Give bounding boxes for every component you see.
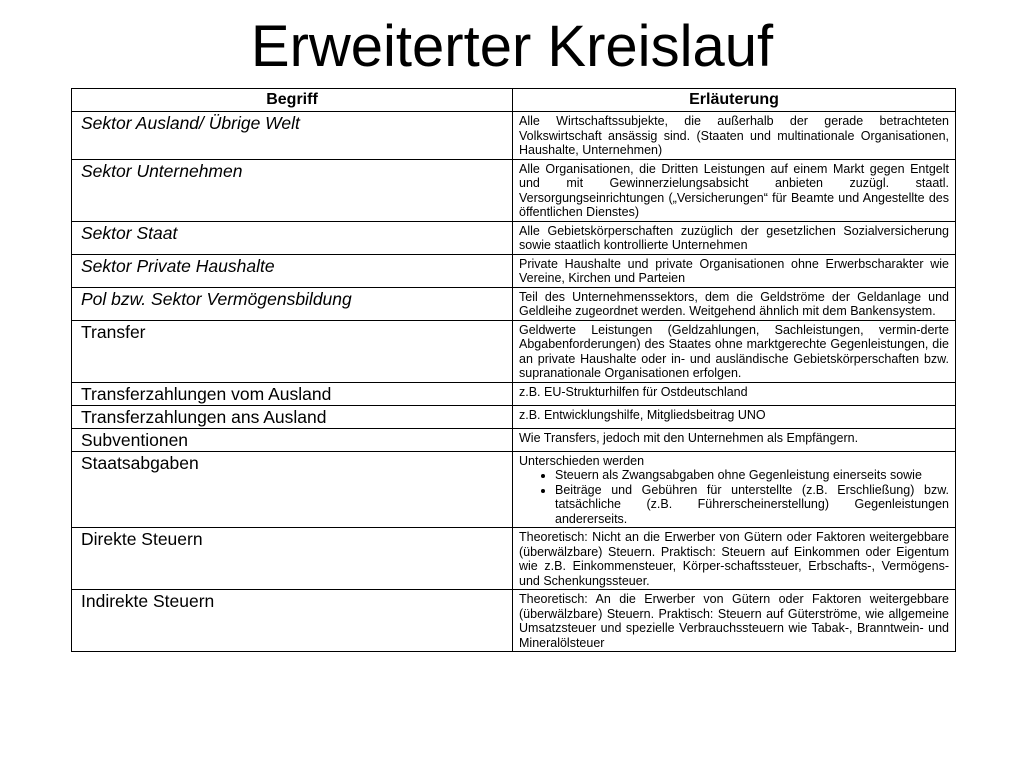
column-header-begriff: Begriff: [72, 89, 513, 112]
description-intro: Unterschieden werden: [519, 453, 645, 468]
table-row: [72, 382, 956, 405]
bullet-item: • Beiträge und Gebühren für unterstellte (z.B. Erschließung) bzw. tatsächliche (z.B. Führerscheinerstellung) Gegenleistungen andererseits.: [555, 483, 949, 527]
table-row: [72, 254, 956, 287]
table-row: [72, 159, 956, 221]
bullet-list: [519, 468, 949, 526]
table-row: [72, 221, 956, 254]
description-cell: z.B. EU-Strukturhilfen für Ostdeutschland: [513, 382, 956, 405]
term-cell: Subventionen: [72, 428, 513, 451]
description-cell: Geldwerte Leistungen (Geldzahlungen, Sachleistungen, vermin-derte Abgabenforderungen) des Staates ohne marktgerechte Gegenleistungen, die an private Haushalte oder in- und ausländische Gebietskörperschaften bzw. supranationale Organisationen erfolgen.: [513, 320, 956, 382]
description-cell: Wie Transfers, jedoch mit den Unternehmen als Empfängern.: [513, 428, 956, 451]
description-cell: Alle Wirtschaftssubjekte, die außerhalb der gerade betrachteten Volkswirtschaft ansässig sind. (Staaten und multinationale Organisationen, Haushalte, Unternehmen): [513, 112, 956, 160]
bullet-item: • Steuern als Zwangsabgaben ohne Gegenleistung einerseits sowie: [555, 468, 949, 483]
description-cell: Theoretisch: Nicht an die Erwerber von Gütern oder Faktoren weitergebbare (überwälzbare) Steuern. Praktisch: Steuern auf Einkommen oder Eigentum wie z.B. Einkommensteuer, Körper-schaftssteuer, Erbschafts-, Vermögens- und Schenkungssteuer.: [513, 528, 956, 590]
description-cell: z.B. Entwicklungshilfe, Mitgliedsbeitrag UNO: [513, 405, 956, 428]
description-cell: Alle Organisationen, die Dritten Leistungen auf einem Markt gegen Entgelt und mit Gewinnerzielungsabsicht anbieten zuzügl. staatl. Versorgungseinrichtungen („Versicherungen“ für Beamte und Angestellte des öffentlichen Dienstes): [513, 159, 956, 221]
description-cell: [513, 451, 956, 528]
description-cell: Private Haushalte und private Organisationen ohne Erwerbscharakter wie Vereine, Kirchen und Parteien: [513, 254, 956, 287]
description-cell: Teil des Unternehmenssektors, dem die Geldströme der Geldanlage und Geldleihe zugeordnet werden. Weitgehend ähnlich mit dem Bankensystem.: [513, 287, 956, 320]
term-cell: Sektor Unternehmen: [72, 159, 513, 221]
glossary-table: [71, 88, 956, 652]
table-row: [72, 112, 956, 160]
table-row: [72, 590, 956, 652]
column-header-erlaeuterung: Erläuterung: [513, 89, 956, 112]
term-cell: Sektor Staat: [72, 221, 513, 254]
term-cell: Direkte Steuern: [72, 528, 513, 590]
table-row: [72, 428, 956, 451]
table-row: [72, 405, 956, 428]
term-cell: Staatsabgaben: [72, 451, 513, 528]
table-row: [72, 320, 956, 382]
page-title: Erweiterter Kreislauf: [250, 14, 774, 79]
term-cell: Pol bzw. Sektor Vermögensbildung: [72, 287, 513, 320]
table-row: [72, 451, 956, 528]
table-row: [72, 287, 956, 320]
term-cell: Transferzahlungen vom Ausland: [72, 382, 513, 405]
table-header-row: [72, 89, 956, 112]
description-cell: Theoretisch: An die Erwerber von Gütern oder Faktoren weitergebbare (überwälzbare) Steuern. Praktisch: Steuern auf Güterströme, wie allgemeine Umsatzsteuer und spezielle Verbrauchssteuern wie Tabak-, Branntwein- und Mineralölsteuer: [513, 590, 956, 652]
term-cell: Transfer: [72, 320, 513, 382]
table-row: [72, 528, 956, 590]
description-cell: Alle Gebietskörperschaften zuzüglich der gesetzlichen Sozialversicherung sowie staatlich kontrollierte Unternehmen: [513, 221, 956, 254]
term-cell: Indirekte Steuern: [72, 590, 513, 652]
table-body: [72, 112, 956, 652]
term-cell: Sektor Ausland/ Übrige Welt: [72, 112, 513, 160]
term-cell: Sektor Private Haushalte: [72, 254, 513, 287]
term-cell: Transferzahlungen ans Ausland: [72, 405, 513, 428]
